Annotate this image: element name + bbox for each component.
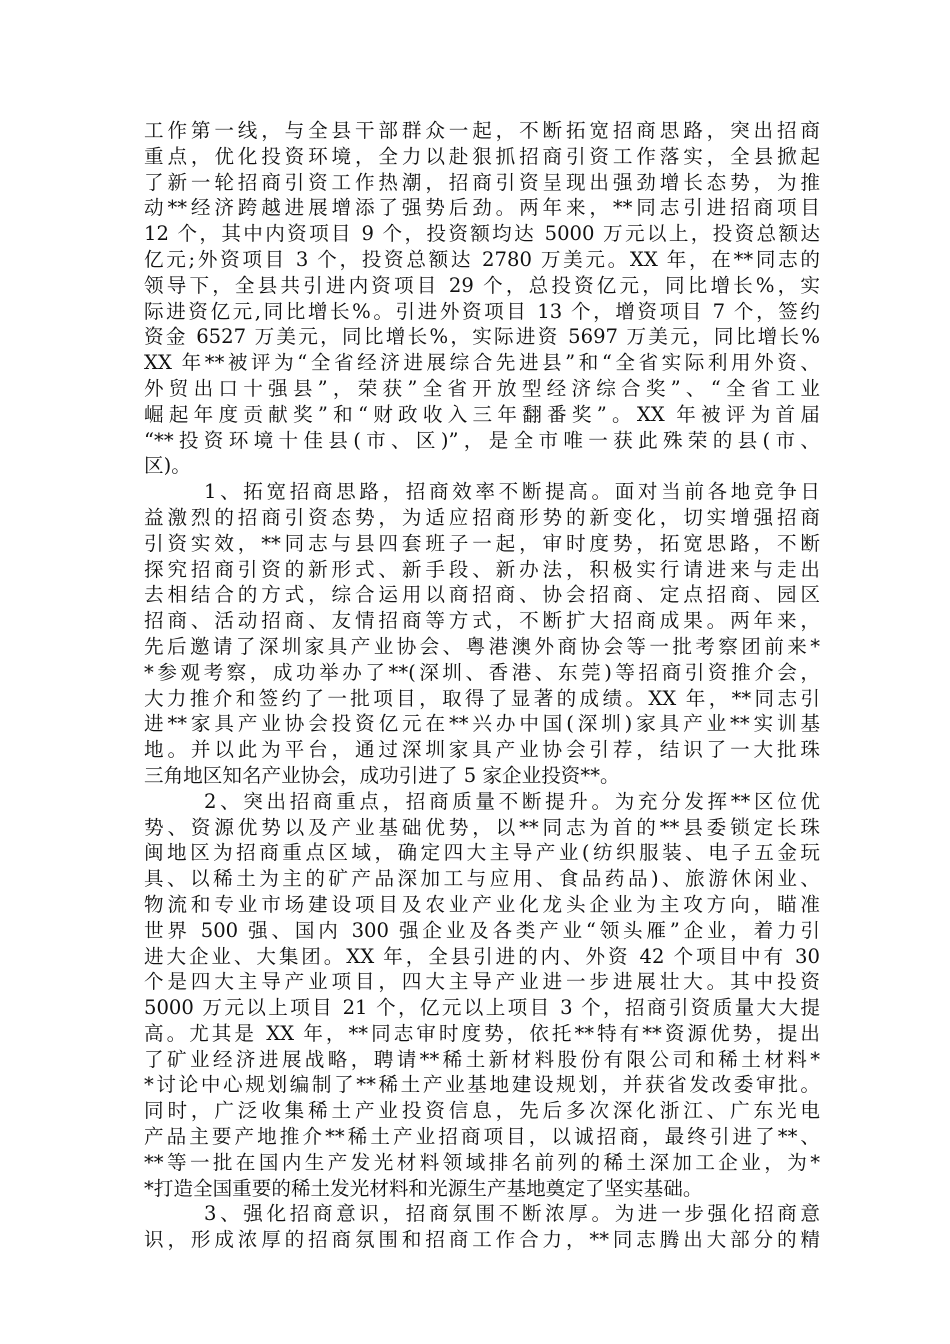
text-line: 高。尤其是 XX 年，**同志审时度势，依托**特有**资源优势，提出 <box>144 1021 820 1045</box>
section-2-heading-line: 2、突出招商重点，招商质量不断提升。为充分发挥**区位优 <box>204 789 820 813</box>
text-line: 势、资源优势以及产业基础优势，以**同志为首的**县委锁定长珠 <box>144 815 820 839</box>
text-line: 进**家具产业协会投资亿元在**兴办中国(深圳)家具产业**实训基 <box>144 712 820 736</box>
text-line: 同时，广泛收集稀土产业投资信息，先后多次深化浙江、广东光电 <box>144 1099 820 1123</box>
text-line: 具、以稀土为主的矿产品深加工与应用、食品药品)、旅游休闲业、 <box>144 867 820 891</box>
text-line: 重点，优化投资环境，全力以赴狠抓招商引资工作落实，全县掀起 <box>144 144 820 168</box>
text-line: 物流和专业市场建设项目及农业产业化龙头企业为主攻方向，瞄准 <box>144 892 820 916</box>
text-line: 引资实效，**同志与县四套班子一起，审时度势，拓宽思路，不断 <box>144 531 820 555</box>
paragraph-section-1 <box>144 479 820 789</box>
text-line: 三角地区知名产业协会，成功引进了 5 家企业投资**。 <box>144 763 620 787</box>
text-line: 闽地区为招商重点区域，确定四大主导产业(纺织服装、电子五金玩 <box>144 841 820 865</box>
text-line: 领导下，全县共引进内资项目 29 个，总投资亿元，同比增长%，实 <box>144 273 820 297</box>
text-line: 了新一轮招商引资工作热潮，招商引资呈现出强劲增长态势，为推 <box>144 170 820 194</box>
section-3-heading-line: 3、强化招商意识，招商氛围不断浓厚。为进一步强化招商意 <box>204 1202 820 1226</box>
text-line: 崛起年度贡献奖”和“财政收入三年翻番奖”。XX 年被评为首届 <box>144 402 820 426</box>
document-page <box>144 118 820 1253</box>
text-line: 动**经济跨越进展增添了强势后劲。两年来，**同志引进招商项目 <box>144 196 820 220</box>
text-line: 世界 500 强、国内 300 强企业及各类产业“领头雁”企业，着力引 <box>144 918 820 942</box>
section-1-heading-line: 1、拓宽招商思路，招商效率不断提高。面对当前各地竞争日 <box>204 480 820 504</box>
text-line: 先后邀请了深圳家具产业协会、粤港澳外商协会等一批考察团前来* <box>144 634 820 658</box>
text-line: 工作第一线，与全县干部群众一起，不断拓宽招商思路，突出招商 <box>144 119 820 142</box>
text-line: 招商、活动招商、友情招商等方式，不断扩大招商成果。两年来， <box>144 609 820 633</box>
text-line: 亿元;外资项目 3 个，投资总额达 2780 万美元。XX 年，在**同志的 <box>144 247 820 271</box>
text-line: 识，形成浓厚的招商氛围和招商工作合力，**同志腾出大部分的精 <box>144 1228 820 1252</box>
text-line: 际进资亿元,同比增长%。引进外资项目 13 个，增资项目 7 个，签约 <box>144 299 820 323</box>
text-line: *打造全国重要的稀土发光材料和光源生产基地奠定了坚实基础。 <box>144 1176 703 1200</box>
text-line: 个是四大主导产业项目，四大主导产业进一步进展壮大。其中投资 <box>144 970 820 994</box>
text-line: *讨论中心规划编制了**稀土产业基地建设规划，并获省发改委审批。 <box>144 1073 820 1097</box>
text-line: 了矿业经济进展战略，聘请**稀土新材料股份有限公司和稀土材料* <box>144 1047 820 1071</box>
text-line: 外贸出口十强县”，荣获”全省开放型经济综合奖”、“全省工业 <box>144 376 820 400</box>
text-line: 大力推介和签约了一批项目，取得了显著的成绩。XX 年，**同志引 <box>144 686 820 710</box>
text-line: 资金 6527 万美元，同比增长%，实际进资 5697 万美元，同比增长% <box>144 325 820 349</box>
text-line: 去相结合的方式，综合运用以商招商、协会招商、定点招商、园区 <box>144 583 820 607</box>
text-line: 地。并以此为平台，通过深圳家具产业协会引荐，结识了一大批珠 <box>144 738 820 762</box>
text-line: *参观考察，成功举办了**(深圳、香港、东莞)等招商引资推介会， <box>144 660 820 684</box>
text-line: 5000 万元以上项目 21 个，亿元以上项目 3 个，招商引资质量大大提 <box>144 996 820 1020</box>
text-line: 益激烈的招商引资态势，为适应招商形势的新变化，切实增强招商 <box>144 505 820 529</box>
text-line: **等一批在国内生产发光材料领域排名前列的稀土深加工企业，为* <box>144 1150 820 1174</box>
text-line: XX 年**被评为“全省经济进展综合先进县”和“全省实际利用外资、 <box>144 351 820 375</box>
text-line: “**投资环境十佳县(市、区)”，是全市唯一获此殊荣的县(市、 <box>144 428 820 452</box>
paragraph-achievements <box>144 118 820 479</box>
paragraph-section-2 <box>144 789 820 1202</box>
text-line: 12 个，其中内资项目 9 个，投资额均达 5000 万元以上，投资总额达 <box>144 222 820 246</box>
text-line: 产品主要产地推介**稀土产业招商项目，以诚招商，最终引进了**、 <box>144 1125 820 1149</box>
paragraph-section-3 <box>144 1201 820 1253</box>
text-line: 区)。 <box>144 454 191 478</box>
text-line: 探究招商引资的新形式、新手段、新办法，积极实行请进来与走出 <box>144 557 820 581</box>
text-line: 进大企业、大集团。XX 年，全县引进的内、外资 42 个项目中有 30 <box>144 944 820 968</box>
